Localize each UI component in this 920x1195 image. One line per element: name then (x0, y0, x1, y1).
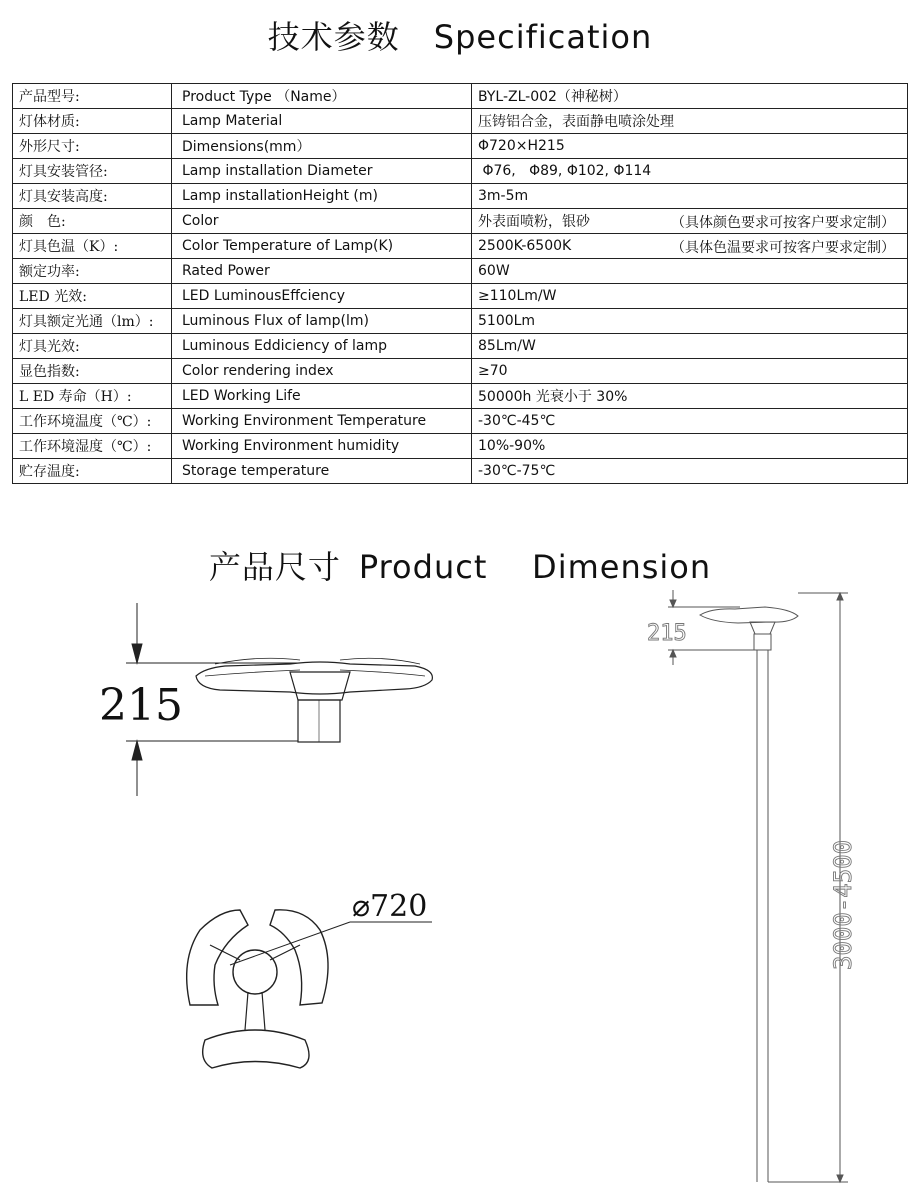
diameter-leader (230, 922, 432, 965)
spec-label-en: LED LuminousEffciency (172, 284, 472, 309)
spec-note: （具体色温要求可按客户要求定制） (671, 240, 895, 256)
spec-title-cn: 技术参数 (267, 18, 400, 56)
spec-value-text: Φ720×H215 (478, 138, 565, 154)
spec-value-text: 压铸铝合金，表面静电喷涂处理 (478, 114, 674, 130)
pole-height-label: 3000-4500 (829, 839, 857, 970)
spec-label-cn: 工作环境温度（℃）: (13, 409, 172, 434)
spec-label-en: Color Temperature of Lamp(K) (172, 234, 472, 259)
spec-label-en: Luminous Eddiciency of lamp (172, 334, 472, 359)
spec-label-en: Color rendering index (172, 359, 472, 384)
spec-value-text: 85Lm/W (478, 338, 536, 354)
spec-label-cn: 灯具色温（K）: (13, 234, 172, 259)
spec-label-cn: 外形尺寸: (13, 134, 172, 159)
spec-value-text: -30℃-75℃ (478, 463, 556, 479)
spec-label-en: Product Type （Name） (172, 84, 472, 109)
spec-label-en: Lamp Material (172, 109, 472, 134)
lamp-top-view (187, 910, 328, 1068)
spec-value-text: ≥110Lm/W (478, 288, 557, 304)
spec-label-cn: 灯具安装管径: (13, 159, 172, 184)
spec-label-en: Luminous Flux of lamp(lm) (172, 309, 472, 334)
spec-label-cn: 灯体材质: (13, 109, 172, 134)
spec-label-cn: 颜 色: (13, 209, 172, 234)
spec-label-en: Color (172, 209, 472, 234)
spec-title-en: Specification (433, 18, 653, 56)
spec-label-cn: L ED 寿命（H）: (13, 384, 172, 409)
spec-value-text: 3m-5m (478, 188, 529, 204)
spec-label-en: LED Working Life (172, 384, 472, 409)
dimension-title-cn: 产品尺寸 (208, 548, 341, 586)
spec-value-text: 60W (478, 263, 510, 279)
spec-label-en: Lamp installationHeight (m) (172, 184, 472, 209)
spec-value-text: 10%-90% (478, 438, 546, 454)
spec-value-text: BYL-ZL-002（神秘树） (478, 89, 627, 105)
lamp-side-view (196, 658, 432, 742)
spec-label-cn: 灯具光效: (13, 334, 172, 359)
spec-value-text: ≥70 (478, 363, 508, 379)
spec-label-cn: 灯具安装高度: (13, 184, 172, 209)
spec-label-en: Working Environment Temperature (172, 409, 472, 434)
spec-label-cn: 灯具额定光通（lm）: (13, 309, 172, 334)
height-label: 215 (99, 680, 183, 731)
spec-value-text: -30℃-45℃ (478, 413, 556, 429)
spec-label-en: Lamp installation Diameter (172, 159, 472, 184)
spec-label-cn: 工作环境湿度（℃）: (13, 434, 172, 459)
spec-note: （具体颜色要求可按客户要求定制） (671, 215, 895, 231)
pole-view (668, 590, 848, 1182)
spec-value-text: 外表面喷粉，银砂 (478, 214, 590, 230)
spec-label-en: Storage temperature (172, 459, 472, 484)
spec-label-cn: LED 光效: (13, 284, 172, 309)
spec-label-en: Rated Power (172, 259, 472, 284)
spec-value-text: 50000h 光衰小于 30% (478, 389, 628, 405)
pole-head-label: 215 (647, 621, 687, 646)
spec-label-cn: 显色指数: (13, 359, 172, 384)
spec-label-en: Working Environment humidity (172, 434, 472, 459)
spec-label-en: Dimensions(mm） (172, 134, 472, 159)
spec-label-cn: 额定功率: (13, 259, 172, 284)
spec-value-text: Φ76, Φ89, Φ102, Φ114 (478, 163, 652, 179)
diameter-label: ⌀720 (352, 889, 428, 924)
dimension-title-en: Product Dimension (358, 548, 712, 586)
spec-value-text: 5100Lm (478, 313, 536, 329)
spec-label-cn: 产品型号: (13, 84, 172, 109)
spec-value-text: 2500K-6500K (478, 238, 572, 254)
spec-label-cn: 贮存温度: (13, 459, 172, 484)
